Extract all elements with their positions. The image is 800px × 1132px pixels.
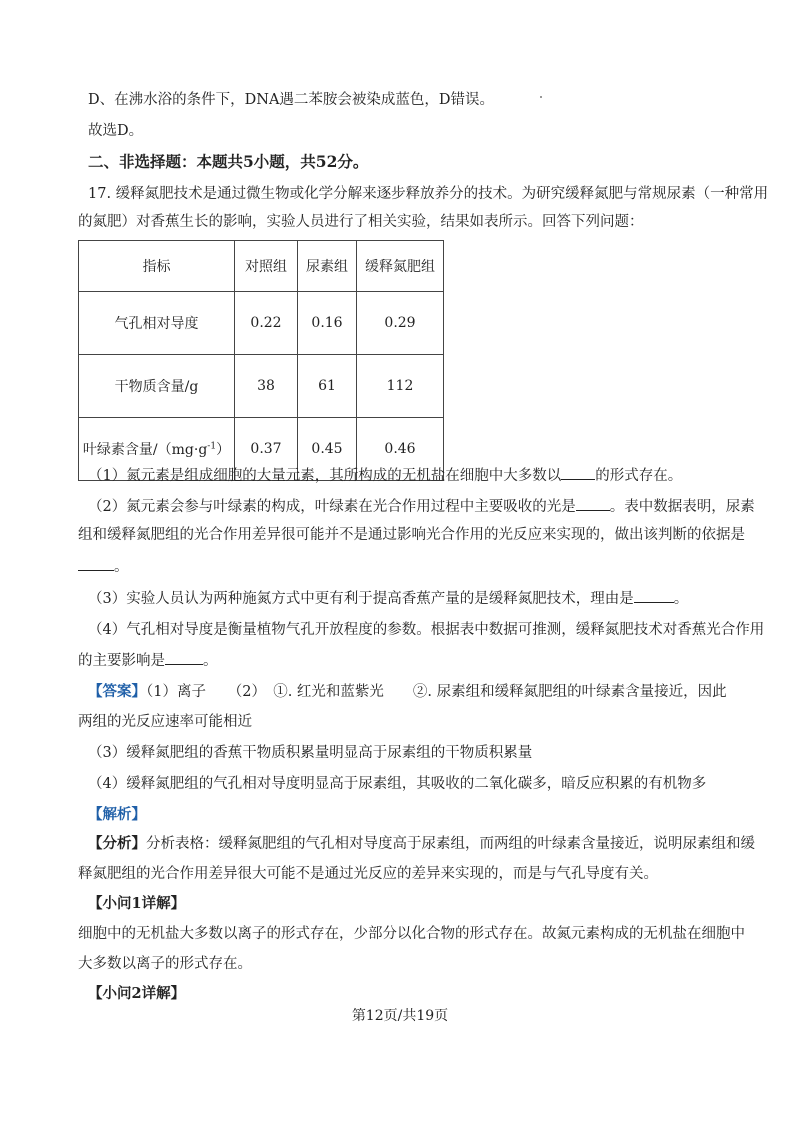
table-header-cell: 对照组	[235, 241, 298, 292]
table-cell: 0.16	[298, 292, 357, 355]
subq2-text-end: 。表中数据表明，尿素	[609, 499, 755, 515]
xiaowen1-tag: 【小问1详解】	[88, 895, 186, 912]
table-cell: 112	[357, 355, 444, 418]
subq3-text: （3）实验人员认为两种施氮方式中更有利于提高香蕉产量的是缓释氮肥技术，理由是	[88, 591, 634, 607]
answer-line3: （3）缓释氮肥组的香蕉干物质积累量明显高于尿素组的干物质积累量	[88, 745, 533, 761]
subq2-line3	[78, 556, 129, 577]
answer-blank	[576, 496, 610, 511]
fenxi-line2: 释氮肥组的光合作用差异很大可能不是通过光反应的差异来实现的，而是与气孔导度有关。	[78, 866, 658, 882]
fenxi-tag: 【分析】	[88, 835, 146, 852]
subq4-line2	[78, 650, 218, 671]
subq2	[88, 496, 755, 517]
subq4-text: 的主要影响是	[78, 653, 165, 669]
table-row	[79, 292, 444, 355]
table-cell: 气孔相对导度	[79, 292, 235, 355]
table-cell: 0.22	[235, 292, 298, 355]
answer-line4: （4）缓释氮肥组的气孔相对导度明显高于尿素组，其吸收的二氧化碳多，暗反应积累的有机物多	[88, 776, 707, 792]
chlorophyll-label: 叶绿素含量/（mg·g	[82, 442, 208, 458]
answer-blank	[561, 465, 595, 480]
subq4-text-end: 。	[203, 653, 218, 669]
q17-stem-line1: 17. 缓释氮肥技术是通过微生物或化学分解来逐步释放养分的技术。为研究缓释氮肥与常规尿素（一种常用	[88, 186, 769, 202]
q17-stem-line2: 的氮肥）对香蕉生长的影响，实验人员进行了相关实验，结果如表所示。回答下列问题：	[78, 214, 644, 230]
subq1	[88, 465, 682, 486]
answer-blank	[165, 650, 203, 665]
xiaowen2-tag: 【小问2详解】	[88, 985, 186, 1002]
subq1-text: （1）氮元素是组成细胞的大量元素，其所构成的无机盐在细胞中大多数以	[88, 468, 562, 484]
answer-blank	[634, 588, 674, 603]
table-cell: 38	[235, 355, 298, 418]
answer-line2: 两组的光反应速率可能相近	[78, 714, 252, 730]
unit-superscript: -1	[207, 441, 217, 452]
scan-speck	[540, 96, 542, 98]
analysis-tag: 【解析】	[88, 806, 146, 823]
chlorophyll-label-suffix: ）	[216, 442, 231, 458]
subq2-line3-end: 。	[114, 559, 129, 575]
answer-line1	[88, 682, 727, 702]
prev-answer: 故选D。	[88, 123, 144, 139]
xiaowen1-line2: 大多数以离子的形式存在。	[78, 956, 252, 972]
answer-blank	[78, 556, 114, 571]
subq3-text-end: 。	[673, 591, 689, 607]
fenxi-text: 分析表格：缓释氮肥组的气孔相对导度高于尿素组，而两组的叶绿素含量接近，说明尿素组和缓	[146, 836, 755, 852]
xiaowen1-line1: 细胞中的无机盐大多数以离子的形式存在，少部分以化合物的形式存在。故氮元素构成的无机盐在细胞中	[78, 926, 745, 942]
table-cell: 0.37	[235, 418, 298, 481]
section-title: 二、非选择题：本题共5小题，共52分。	[88, 152, 369, 171]
prev-option-d: D、在沸水浴的条件下，DNA遇二苯胺会被染成蓝色，D错误。	[88, 92, 495, 108]
table-header-cell: 尿素组	[298, 241, 357, 292]
subq2-line2: 组和缓释氮肥组的光合作用差异很可能并不是通过影响光合作用的光反应来实现的，做出该判断的依据是	[78, 527, 745, 543]
table-cell: 0.29	[357, 292, 444, 355]
table-cell: 0.46	[357, 418, 444, 481]
table-row	[79, 355, 444, 418]
table-header-row	[79, 241, 444, 292]
answer-tag: 【答案】	[88, 683, 146, 700]
subq3	[88, 588, 688, 609]
table-cell: 61	[298, 355, 357, 418]
subq4-line1: （4）气孔相对导度是衡量植物气孔开放程度的参数。根据表中数据可推测，缓释氮肥技术对香蕉光合作用	[88, 622, 765, 638]
table-cell: 干物质含量/g	[79, 355, 235, 418]
page-footer: 第12页/共19页	[351, 1008, 449, 1024]
subq2-text: （2）氮元素会参与叶绿素的构成，叶绿素在光合作用过程中主要吸收的光是	[88, 499, 576, 515]
table-header-cell: 缓释氮肥组	[357, 241, 444, 292]
subq1-text-end: 的形式存在。	[595, 468, 683, 484]
table-header-cell: 指标	[79, 241, 235, 292]
answer-text: （1）离子 （2） ①. 红光和蓝紫光 ②. 尿素组和缓释氮肥组的叶绿素含量接近，因此	[146, 684, 727, 700]
table-cell: 0.45	[298, 418, 357, 481]
fenxi-line1	[88, 834, 755, 854]
results-table	[78, 240, 444, 481]
